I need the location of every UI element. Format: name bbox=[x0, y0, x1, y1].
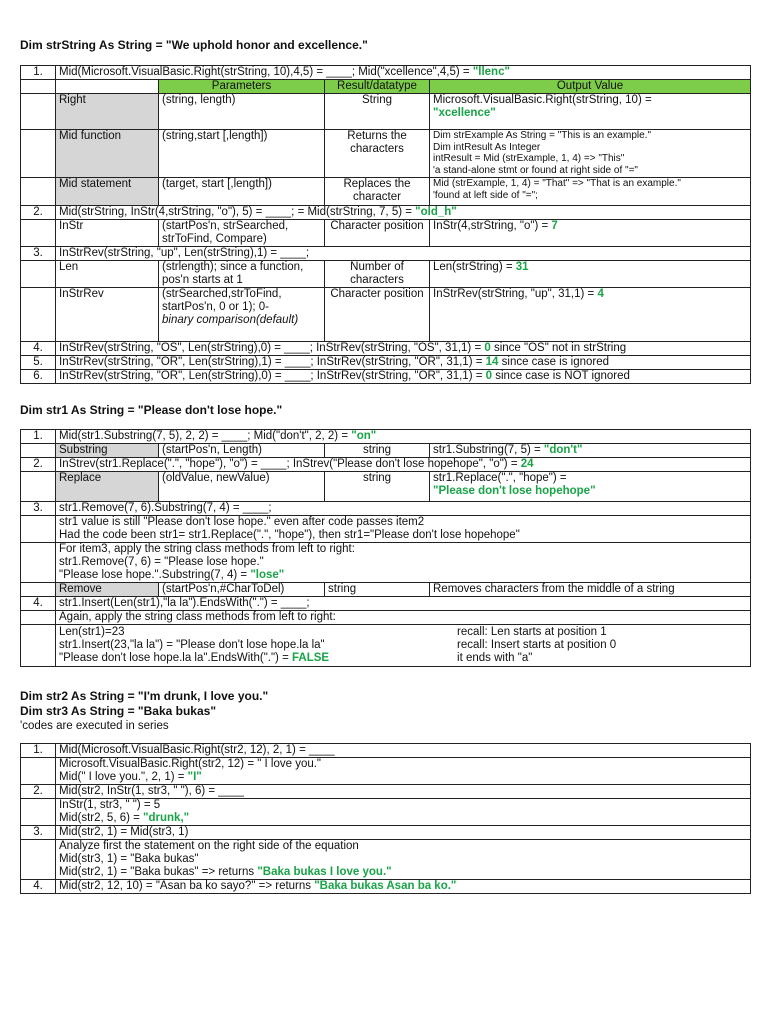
method-output: str1.Replace(".", "hope") = "Please don't lose hopehope" bbox=[430, 472, 751, 502]
answer-text: "llenc" bbox=[472, 66, 510, 78]
section3-heading-1: Dim str2 As String = "I'm drunk, I love you." bbox=[20, 689, 269, 703]
column-header-parameters: Parameters bbox=[159, 80, 325, 94]
table-row bbox=[21, 516, 751, 543]
section1-heading: Dim strString As String = "We uphold honor and excellence." bbox=[20, 38, 368, 52]
table-row bbox=[21, 597, 751, 611]
table-row bbox=[21, 66, 751, 80]
table-row bbox=[21, 178, 751, 206]
item-number: 1. bbox=[21, 66, 56, 80]
method-output: InStrRev(strString, "up", 31,1) = 4 bbox=[430, 288, 751, 342]
explanation-cell: Len(str1)=23 recall: Len starts at position 1 str1.Insert(23,"la la") = "Please don't lose hope.la la" recall: Insert starts at position 0 "Please don't lose hope.la la".EndsWith(".") = FALSE it ends with "a" bbox=[56, 625, 751, 667]
method-result: String bbox=[325, 94, 430, 130]
item-number: 1. bbox=[21, 430, 56, 444]
question-cell: Mid(str2, 1) = Mid(str3, 1) bbox=[56, 826, 751, 840]
question-cell: str1.Insert(Len(str1),"la la").EndsWith(".") = ____; bbox=[56, 597, 751, 611]
method-output: str1.Substring(7, 5) = "don't" bbox=[430, 444, 751, 458]
question-cell: InStrRev(strString, "OS", Len(strString),0) = ____; InStrRev(strString, "OS", 31,1) = 0 since "OS" not in strString bbox=[56, 342, 751, 356]
method-params: (string,start [,length]) bbox=[159, 130, 325, 178]
table-row bbox=[21, 130, 751, 178]
method-params: (startPos'n,#CharToDel) bbox=[159, 583, 325, 597]
table-row bbox=[21, 472, 751, 502]
item-number: 4. bbox=[21, 342, 56, 356]
method-result: Character position bbox=[325, 288, 430, 342]
question-cell: Mid(str1.Substring(7, 5), 2, 2) = ____; Mid("don't", 2, 2) = "on" bbox=[56, 430, 751, 444]
table-row bbox=[21, 247, 751, 261]
table-row bbox=[21, 583, 751, 597]
item-number: 5. bbox=[21, 356, 56, 370]
section3-note: 'codes are executed in series bbox=[20, 720, 169, 732]
table-row bbox=[21, 880, 751, 894]
explanation-cell: Analyze first the statement on the right side of the equation Mid(str3, 1) = "Baka bukas" Mid(str2, 1) = "Baka bukas" => returns "Baka bukas I love you." bbox=[56, 840, 751, 880]
explanation-cell: For item3, apply the string class methods from left to right: str1.Remove(7, 6) = "Please lose hope." "Please lose hope.".Substring(7, 4) = "lose" bbox=[56, 543, 751, 583]
method-params: (startPos'n, strSearched, strToFind, Compare) bbox=[159, 220, 325, 247]
item-number: 2. bbox=[21, 458, 56, 472]
explanation-cell: str1 value is still "Please don't lose hope." even after code passes item2 Had the code been str1= str1.Replace(".", "hope"), then str1="Please don't lose hopehope" bbox=[56, 516, 751, 543]
table-row bbox=[21, 206, 751, 220]
table-row bbox=[21, 611, 751, 625]
item-number: 6. bbox=[21, 370, 56, 384]
table-row bbox=[21, 458, 751, 472]
table-row bbox=[21, 342, 751, 356]
explanation-cell: Again, apply the string class methods from left to right: bbox=[56, 611, 751, 625]
method-name: Right bbox=[56, 94, 159, 130]
section2-heading: Dim str1 As String = "Please don't lose hope." bbox=[20, 403, 283, 417]
method-name: Replace bbox=[56, 472, 159, 502]
table-row bbox=[21, 94, 751, 130]
item-number: 4. bbox=[21, 880, 56, 894]
explanation-cell: Microsoft.VisualBasic.Right(str2, 12) = " I love you." Mid(" I love you.", 2, 1) = "I" bbox=[56, 758, 751, 785]
table-row bbox=[21, 785, 751, 799]
item-number: 1. bbox=[21, 744, 56, 758]
question-cell: InStrRev(strString, "OR", Len(strString),0) = ____; InStrRev(strString, "OR", 31,1) = 0 since case is NOT ignored bbox=[56, 370, 751, 384]
method-name: InStr bbox=[56, 220, 159, 247]
method-output: Len(strString) = 31 bbox=[430, 261, 751, 288]
item-number: 4. bbox=[21, 597, 56, 611]
explanation-cell: InStr(1, str3, " ") = 5 Mid(str2, 5, 6) = "drunk," bbox=[56, 799, 751, 826]
method-name: InStrRev bbox=[56, 288, 159, 342]
method-output: InStr(4,strString, "o") = 7 bbox=[430, 220, 751, 247]
table-row bbox=[21, 744, 751, 758]
method-result: Replaces the character bbox=[325, 178, 430, 206]
column-header-result: Result/datatype bbox=[325, 80, 430, 94]
section3-heading-2: Dim str3 As String = "Baka bukas" bbox=[20, 704, 217, 718]
method-params: (strlength); since a function, pos'n starts at 1 bbox=[159, 261, 325, 288]
table-row bbox=[21, 356, 751, 370]
method-name: Substring bbox=[56, 444, 159, 458]
question-cell: Mid(strString, InStr(4,strString, "o"), 5) = ____; = Mid(strString, 7, 5) = "old_h" bbox=[56, 206, 751, 220]
item-number: 3. bbox=[21, 247, 56, 261]
method-name: Mid statement bbox=[56, 178, 159, 206]
table-header-row bbox=[21, 80, 751, 94]
table-row bbox=[21, 261, 751, 288]
section3-table bbox=[20, 743, 751, 894]
table-row bbox=[21, 826, 751, 840]
column-header-output: Output Value bbox=[430, 80, 751, 94]
section1-table bbox=[20, 65, 751, 384]
method-name: Mid function bbox=[56, 130, 159, 178]
question-cell: InStrRev(strString, "up", Len(strString),1) = ____; bbox=[56, 247, 751, 261]
method-result: Returns the characters bbox=[325, 130, 430, 178]
method-output: Mid (strExample, 1, 4) = "That" => "That is an example." 'found at left side of "="; bbox=[430, 178, 751, 206]
method-name: Len bbox=[56, 261, 159, 288]
question-cell: Mid(str2, 12, 10) = "Asan ba ko sayo?" => returns "Baka bukas Asan ba ko." bbox=[56, 880, 751, 894]
method-params: (startPos'n, Length) bbox=[159, 444, 325, 458]
method-result: string bbox=[325, 472, 430, 502]
item-number: 2. bbox=[21, 785, 56, 799]
item-number: 2. bbox=[21, 206, 56, 220]
method-params: (oldValue, newValue) bbox=[159, 472, 325, 502]
table-row bbox=[21, 840, 751, 880]
method-result: Character position bbox=[325, 220, 430, 247]
method-result: Number of characters bbox=[325, 261, 430, 288]
method-result: string bbox=[325, 583, 430, 597]
method-result: string bbox=[325, 444, 430, 458]
method-params: (target, start [,length]) bbox=[159, 178, 325, 206]
table-row bbox=[21, 430, 751, 444]
question-cell: InStrev(str1.Replace(".", "hope"), "o") = ____; InStrev("Please don't lose hopehope", "o") = 24 bbox=[56, 458, 751, 472]
question-cell: Mid(Microsoft.VisualBasic.Right(str2, 12), 2, 1) = ____ bbox=[56, 744, 751, 758]
table-row bbox=[21, 444, 751, 458]
method-params: (strSearched,strToFind, startPos'n, 0 or 1); 0- binary comparison(default) bbox=[159, 288, 325, 342]
table-row bbox=[21, 799, 751, 826]
answer-text: "old_h" bbox=[415, 206, 457, 218]
item-number: 3. bbox=[21, 502, 56, 516]
method-params: (string, length) bbox=[159, 94, 325, 130]
table-row bbox=[21, 370, 751, 384]
item-number: 3. bbox=[21, 826, 56, 840]
method-output: Dim strExample As String = "This is an example." Dim intResult As Integer intResult = Mid (strExample, 1, 4) => "This" 'a stand-alone stmt or found at right side of "=" bbox=[430, 130, 751, 178]
table-row bbox=[21, 220, 751, 247]
method-output: Removes characters from the middle of a string bbox=[430, 583, 751, 597]
question-text: Mid(Microsoft.VisualBasic.Right(strString, 10),4,5) = ____; Mid("xcellence",4,5) = bbox=[59, 66, 473, 78]
question-cell: str1.Remove(7, 6).Substring(7, 4) = ____; bbox=[56, 502, 751, 516]
question-cell: Mid(str2, InStr(1, str3, " "), 6) = ____ bbox=[56, 785, 751, 799]
question-cell: InStrRev(strString, "OR", Len(strString),1) = ____; InStrRev(strString, "OR", 31,1) = 14 since case is ignored bbox=[56, 356, 751, 370]
table-row bbox=[21, 625, 751, 667]
question-cell bbox=[56, 66, 751, 80]
table-row bbox=[21, 502, 751, 516]
table-row bbox=[21, 758, 751, 785]
table-row bbox=[21, 543, 751, 583]
section2-table bbox=[20, 429, 751, 667]
method-name: Remove bbox=[56, 583, 159, 597]
method-output: Microsoft.VisualBasic.Right(strString, 10) = "xcellence" bbox=[430, 94, 751, 130]
table-row bbox=[21, 288, 751, 342]
document-page bbox=[20, 38, 750, 894]
